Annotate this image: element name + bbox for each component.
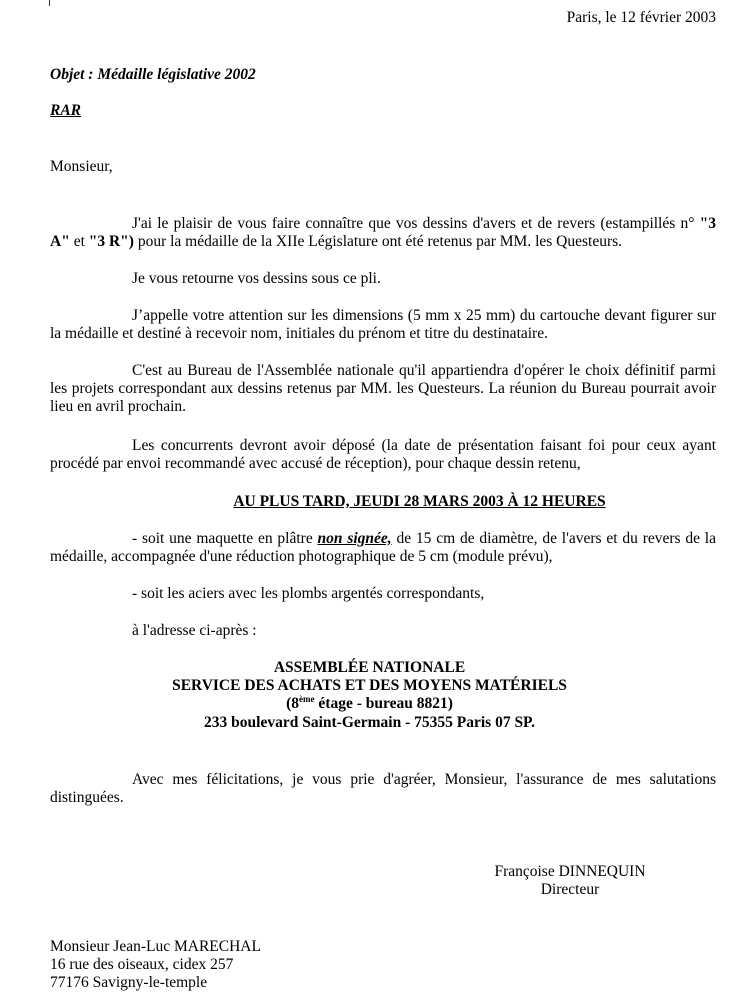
address-floor-pre: (8 — [286, 695, 300, 712]
address-floor-post: étage - bureau 8821) — [314, 695, 453, 712]
subject-line: Objet : Médaille législative 2002 — [50, 66, 256, 83]
p1-and: et — [69, 233, 89, 250]
signature-title: Directeur — [540, 881, 600, 898]
p6-text-b: de 15 cm de diamètre, de l'avers et du revers de la médaille, accompagnée d'une réduction photographique de 5 cm (module prévu), — [50, 530, 716, 565]
place-date: Paris, le 12 février 2003 — [566, 9, 716, 26]
p1-text-b: pour la médaille de la XIIe Législature ont été retenus par MM. les Questeurs. — [133, 233, 623, 250]
signature-name: Françoise DINNEQUIN — [494, 863, 646, 880]
paragraph-3: J’appelle votre attention sur les dimensions (5 mm x 25 mm) du cartouche devant figurer sur la médaille et destiné à recevoir nom, initiales du prénom et titre du destinataire. — [50, 307, 716, 342]
paragraph-1 — [50, 215, 716, 251]
address-line-1: ASSEMBLÉE NATIONALE — [273, 659, 466, 676]
margin-mark — [49, 0, 50, 6]
address-line-3 — [0, 695, 739, 713]
address-line-4: 233 boulevard Saint-Germain - 75355 Paris 07 SP. — [204, 714, 535, 731]
paragraph-6 — [50, 530, 716, 566]
paragraph-2: Je vous retourne vos dessins sous ce pli. — [132, 270, 381, 287]
closing-paragraph: Avec mes félicitations, je vous prie d'agréer, Monsieur, l'assurance de mes salutations distinguées. — [50, 771, 716, 806]
recipient-city: 77176 Savigny-le-temple — [50, 974, 208, 991]
recipient-street: 16 rue des oiseaux, cidex 257 — [50, 956, 234, 973]
p6-text-a: - soit une maquette en plâtre — [132, 530, 318, 547]
address-floor-sup: ème — [299, 694, 315, 704]
p1-text-a: J'ai le plaisir de vous faire connaître que vos dessins d'avers et de revers (estampillés n° — [132, 215, 695, 232]
paragraph-4: C'est au Bureau de l'Assemblée nationale qu'il appartiendra d'opérer le choix définitif parmi les projets correspondant aux dessins retenus par MM. les Questeurs. La réunion du Bureau pourrait avoir lieu en avril prochain. — [50, 362, 716, 415]
non-signee-emphasis: non signée, — [317, 530, 392, 547]
deadline: AU PLUS TARD, JEUDI 28 MARS 2003 À 12 HEURES — [233, 493, 606, 510]
rar-mark: RAR — [50, 102, 82, 119]
salutation: Monsieur, — [50, 158, 113, 175]
code-3r: "3 R") — [88, 233, 134, 250]
address-line-2: SERVICE DES ACHATS ET DES MOYENS MATÉRIELS — [172, 677, 567, 694]
code-3a: "3 A" — [50, 215, 717, 250]
paragraph-5: Les concurrents devront avoir déposé (la date de présentation faisant foi pour ceux ayant procédé par envoi recommandé avec accusé de réception), pour chaque dessin retenu, — [50, 437, 716, 472]
paragraph-8: à l'adresse ci-après : — [132, 622, 257, 639]
recipient-name: Monsieur Jean-Luc MARECHAL — [50, 938, 261, 955]
paragraph-7: - soit les aciers avec les plombs argentés correspondants, — [132, 585, 485, 602]
